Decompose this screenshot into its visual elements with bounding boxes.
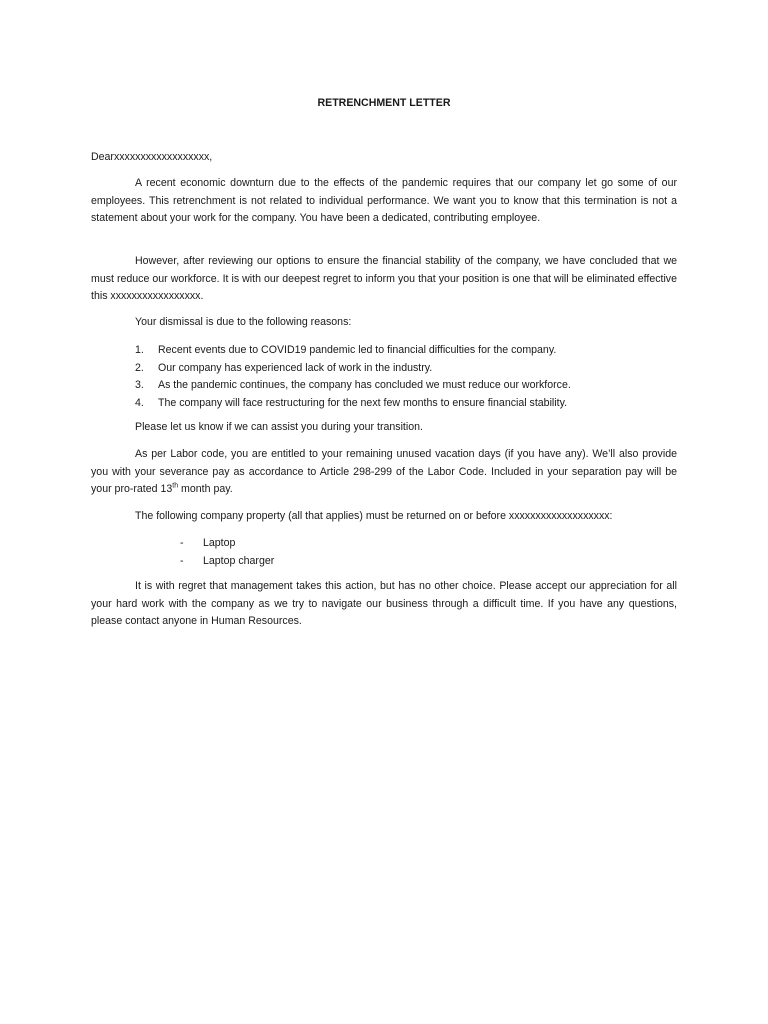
letter-title: RETRENCHMENT LETTER <box>317 97 451 109</box>
salutation: Dearxxxxxxxxxxxxxxxxxx, <box>91 151 213 163</box>
list-item <box>180 553 274 571</box>
list-text: As the pandemic continues, the company has concluded we must reduce our workforce. <box>158 379 571 391</box>
list-item <box>135 342 571 360</box>
list-number: 4. <box>135 396 144 409</box>
paragraph-workforce-reduction: However, after reviewing our options to ensure the financial stability of the company, we have concluded that we must reduce our workforce. It is with our deepest regret to inform you that your position is one that will be eliminated effective this xxxxxxxxxxxxxxxxx. <box>91 255 677 302</box>
list-text: Laptop charger <box>203 554 275 567</box>
list-item <box>135 395 571 413</box>
property-list <box>180 535 274 570</box>
entitlements-text: As per Labor code, you are entitled to your remaining unused vacation days (if you have any). We’ll also provide you with your severance pay as accordance to Article 298-299 of the Labor Code. Included in your separation pay will be your pro-rated 13 <box>91 448 677 495</box>
reasons-list <box>135 342 571 412</box>
list-item <box>180 535 274 553</box>
list-dash: - <box>180 537 184 549</box>
list-number: 3. <box>135 379 144 391</box>
list-text: Our company has experienced lack of work in the industry. <box>158 361 433 374</box>
list-item <box>135 360 571 378</box>
paragraph-property-return: The following company property (all that applies) must be returned on or before xxxxxxxxxxxxxxxxxxx: <box>135 510 613 522</box>
paragraph-closing: It is with regret that management takes this action, but has no other choice. Please accept our appreciation for all your hard work with the company as we try to navigate our business through a difficult time. If you have any questions, please contact anyone in Human Resources. <box>91 580 677 627</box>
list-text: Recent events due to COVID19 pandemic led to financial difficulties for the company. <box>158 344 557 356</box>
list-number: 2. <box>135 361 144 374</box>
ordinal-suffix: th <box>172 482 179 490</box>
list-item <box>135 377 571 395</box>
entitlements-end: month pay. <box>178 483 233 495</box>
paragraph-reasons-lead: Your dismissal is due to the following reasons: <box>135 316 352 328</box>
paragraph-intro: A recent economic downturn due to the effects of the pandemic requires that our company let go some of our employees. This retrenchment is not related to individual performance. We want you to know that this termination is not a statement about your work for the company. You have been a dedicated, contributing employee. <box>91 177 677 224</box>
list-number: 1. <box>135 344 144 356</box>
list-text: The company will face restructuring for the next few months to ensure financial stability. <box>158 396 568 409</box>
list-dash: - <box>180 554 184 567</box>
paragraph-assistance: Please let us know if we can assist you during your transition. <box>135 421 423 433</box>
list-text: Laptop <box>203 537 236 549</box>
paragraph-entitlements <box>91 446 677 499</box>
